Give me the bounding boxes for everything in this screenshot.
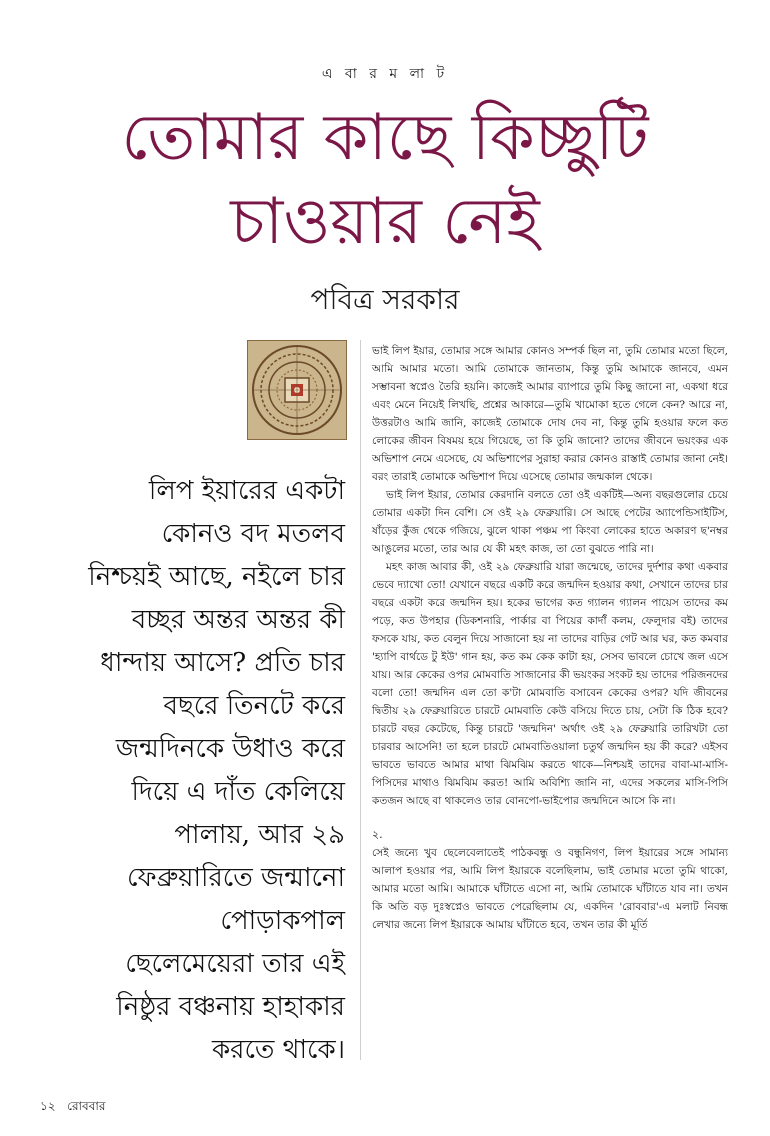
page-title xyxy=(0,96,770,264)
article-paragraph: ভাই লিপ ইয়ার, তোমার কেরদানি বলতে তো ওই একটিই—অন্য বছরগুলোর চেয়ে তোমার একটা দিন বেশি। সে ওই ২৯ ফেব্রুয়ারি। সে আছে পেটের অ্যাপেন্ডিসাইটিস, ষাঁড়ের কুঁজ থেকে গজিয়ে, ঝুলে থাকা পঞ্চম পা কিংবা লোকের হাতে অকারণ ছ'নম্বর আঙুলের মতো, তার আর যে কী মহৎ কাজ, তা তো বুঝতে পারি না। xyxy=(372,489,728,555)
pull-quote-line: লিপ ইয়ারের একটা xyxy=(148,476,345,506)
pull-quote-line: জন্মদিনকে উধাও করে xyxy=(115,734,345,764)
pull-quote-line: ফেব্রুয়ারিতে জন্মানো xyxy=(127,863,345,893)
magazine-name: রোববার xyxy=(67,1099,106,1113)
mandala-illustration-icon xyxy=(248,341,346,439)
title-line-1: তোমার কাছে কিচ্ছুটি xyxy=(121,101,649,175)
article-paragraph: ভাই লিপ ইয়ার, তোমার সঙ্গে আমার কোনও সম্পর্ক ছিল না, তুমি তোমার মতো ছিলে, আমি আমার মতো। আমি তোমাকে জানতাম, কিন্তু তুমি আমাকে জানবে, এমন সম্ভাবনা স্বপ্নেও তৈরি হয়নি। কাজেই আমার ব্যাপারে তুমি কিছু জানো না, একথা ধরে এবং মেনে নিয়েই লিখছি, প্রশ্নের আকারে—তুমি খামোকা হতে গেলে কেন? আরে না, উত্তরটাও আমি জানি, কাজেই তোমাকে দোষ দেব না, কিন্তু তুমি হওয়ার ফলে কত লোকের জীবন বিষময় হয়ে গিয়েছে, তা কি তুমি জানো? তাদের জীবনে ভয়ংকর এক অভিশাপ নেমে এসেছে, যে অভিশাপের সুরাহা করার কোনও রাস্তাই তোমার জানা নেই। বরং তারাই তোমাকে অভিশাপ দিয়ে এসেছে তোমার জন্মকাল থেকে। xyxy=(372,345,728,483)
pull-quote-line: ধান্দায় আসে? প্রতি চার xyxy=(100,648,345,678)
pull-quote-line: পোড়াকপাল xyxy=(220,906,345,936)
pull-quote-line: করতে থাকে। xyxy=(211,1035,345,1065)
title-line-2: চাওয়ার নেই xyxy=(230,185,540,259)
author-byline: পবিত্র সরকার xyxy=(310,283,460,316)
pull-quote-line: পালায়, আর ২৯ xyxy=(174,820,345,850)
pull-quote-line: নিষ্ঠুর বঞ্চনায় হাহাকার xyxy=(116,992,345,1022)
page-number: ১২ xyxy=(40,1099,56,1113)
column-divider xyxy=(360,340,361,1060)
pull-quote-line: নিশ্চয়ই আছে, নইলে চার xyxy=(88,562,345,592)
illustration-image xyxy=(247,340,347,440)
pull-quote-line: ছেলেমেয়েরা তার এই xyxy=(125,949,345,979)
article-body xyxy=(372,342,728,934)
section-number: ২. xyxy=(372,828,383,841)
pull-quote-line: বছরে তিনটে করে xyxy=(163,691,345,721)
article-paragraph: মহৎ কাজ আবার কী, ওই ২৯ ফেব্রুয়ারি যারা জন্মেছে, তাদের দুর্দশার কথা একবার ভেবে দ্যাখো তো! যেখানে বছরে একটি করে জন্মদিন হওয়ার কথা, সেখানে তাদের চার বছরে একটা করে জন্মদিন হয়। হকের ভাগের কত গ্যালন গ্যালন পায়েস তাদের কম পড়ে, কত উপহার (ডিকশনারি, পার্কার বা পিয়ের কার্দাঁ কলম, ফেলুদার বই) তাদের ফসকে যায়, কত বেলুন দিয়ে সাজানো হয় না তাদের বাড়ির গেট আর ঘর, কত কমবার 'হ্যাপি বার্থডে টু ইউ' গান হয়, কত কম কেক কাটা হয়, সেসব ভাবলে চোখে জল এসে যায়। আর কেকের ওপর মোমবাতি সাজানোর কী ভয়ংকর সংকট হয় তাদের পরিজনদের বলো তো! জন্মদিন এল তো ক'টা মোমবাতি বসাবেন কেকের ওপর? যদি জীবনের দ্বিতীয় ২৯ ফেব্রুয়ারিতে চারটে মোমবাতি কেউ বসিয়ে দিতে চায়, সেটা কি ঠিক হবে? চারটে বছর কেটেছে, কিন্তু চারটে 'জন্মদিন' অর্থাৎ ওই ২৯ ফেব্রুয়ারি তারিখটা তো চারবার আসেনি! তা হলে চারটে মোমবাতিওয়ালা চতুর্থ জন্মদিন হয় কী করে? এইসব ভাবতে ভাবতে আমার মাথা ঝিমঝিম করতে থাকে—নিশ্চয়ই তাদের বাবা-মা-মাসি-পিসিদের মাথাও ঝিমঝিম করত! আমি অবিশ্যি জানি না, এদের সকলের মাসি-পিসি কতজন আছে বা থাকলেও তার বোনপো-ভাইপোর জন্মদিনে আসে কি না। xyxy=(372,561,728,807)
article-paragraph: সেই জন্যে খুব ছেলেবেলাতেই পাঠকবন্ধু ও বন্ধুনিগণ, লিপ ইয়ারের সঙ্গে সামান্য আলাপ হওয়ার পর, আমি লিপ ইয়ারকে বলেছিলাম, ভাই তোমার মতো তুমি থাকো, আমার মতো আমি। আমাকে ঘাঁটাতে এসো না, আমি তোমাকে ঘাঁটাতে যাব না। তখন কি অতি বড় দুঃস্বপ্নেও ভাবতে পেরেছিলাম যে, একদিন 'রোববার'-এ মলাট নিবন্ধ লেখার জন্যে লিপ ইয়ারকে আমায় ঘাঁটাতে হবে, তখন তার কী মূর্তি xyxy=(372,847,728,931)
pull-quote-line: কোনও বদ মতলব xyxy=(161,519,345,549)
page-footer xyxy=(40,1098,105,1118)
pull-quote xyxy=(40,470,345,1072)
pull-quote-line: দিয়ে এ দাঁত কেলিয়ে xyxy=(131,777,345,807)
kicker: এ বা র ম লা ট xyxy=(321,66,449,82)
pull-quote-line: বচ্ছর অন্তর অন্তর কী xyxy=(131,605,345,635)
